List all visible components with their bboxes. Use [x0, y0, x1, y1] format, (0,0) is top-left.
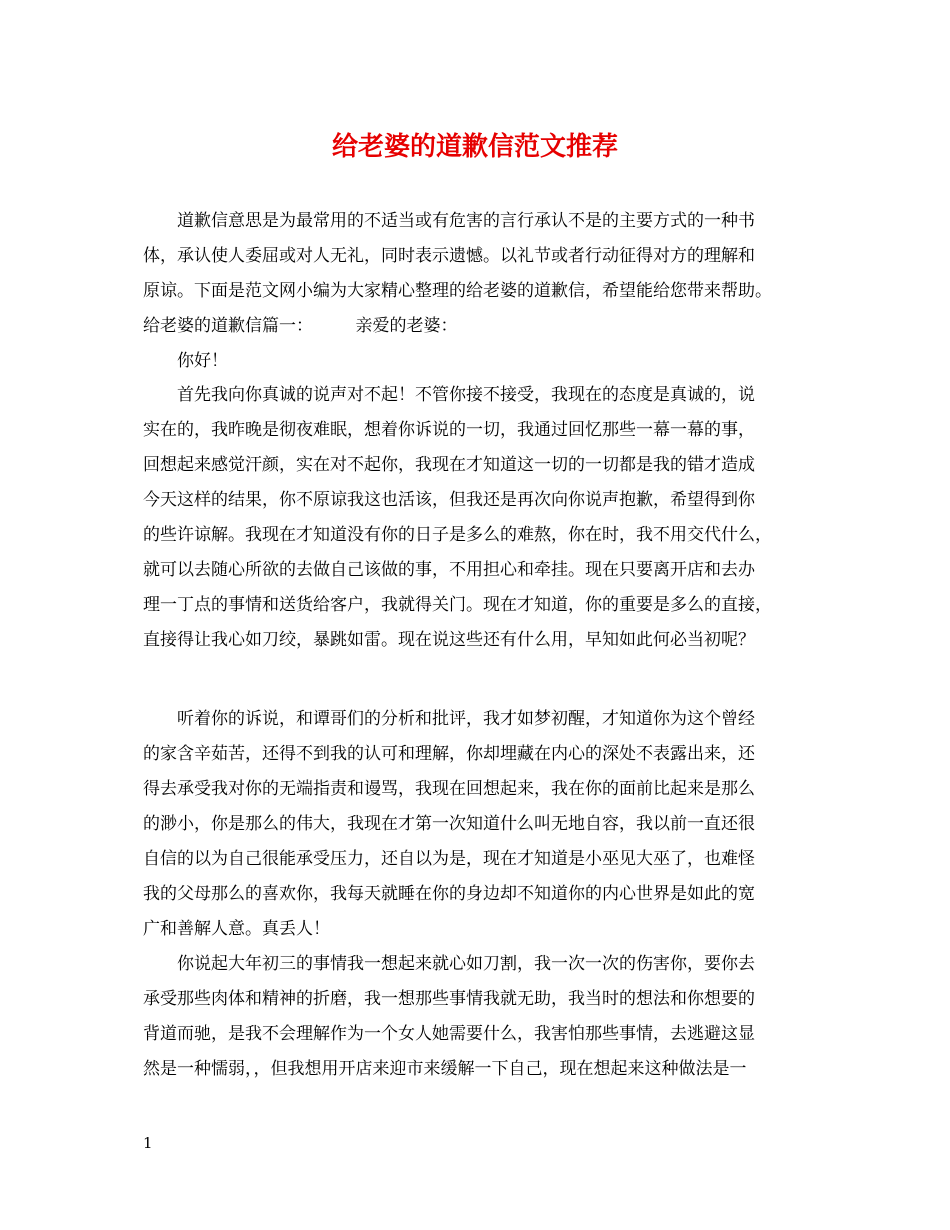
paragraph-line: 今天这样的结果，你不原谅我这也活该，但我还是再次向你说声抱歉，希望得到你: [143, 490, 755, 510]
paragraph-line: 实在的，我昨晚是彻夜难眠，想着你诉说的一切，我通过回忆那些一幕一幕的事，: [143, 420, 755, 440]
paragraph-line: 然是一种懦弱，，但我想用开店来迎市来缓解一下自己，现在想起来这种做法是一: [143, 1059, 747, 1079]
paragraph-line: 给老婆的道歉信篇一： 亲爱的老婆：: [143, 316, 458, 336]
paragraph-line: 的家含辛茹苦，还得不到我的认可和理解，你却埋藏在内心的深处不表露出来，还: [143, 744, 755, 764]
paragraph-line: 背道而驰，是我不会理解作为一个女人她需要什么，我害怕那些事情，去逃避这显: [143, 1024, 755, 1044]
paragraph-line: 你说起大年初三的事情我一想起来就心如刀割，我一次一次的伤害你，要你去: [177, 954, 755, 974]
paragraph-line: 原谅。下面是范文网小编为大家精心整理的给老婆的道歉信，希望能给您带来帮助。: [143, 281, 772, 301]
paragraph-line: 首先我向你真诚的说声对不起！不管你接不接受，我现在的态度是真诚的，说: [177, 385, 755, 405]
paragraph-line: 体，承认使人委屈或对人无礼，同时表示遗憾。以礼节或者行动征得对方的理解和: [143, 246, 755, 266]
paragraph-line: 回想起来感觉汗颜，实在对不起你，我现在才知道这一切的一切都是我的错才造成: [143, 455, 755, 475]
paragraph-line: 道歉信意思是为最常用的不适当或有危害的言行承认不是的主要方式的一种书: [177, 211, 755, 231]
paragraph-line: 就可以去随心所欲的去做自己该做的事，不用担心和牵挂。现在只要离开店和去办: [143, 560, 755, 580]
page-number: 1: [143, 1134, 153, 1152]
paragraph-line: 你好！: [177, 351, 228, 371]
paragraph-line: 广和善解人意。真丢人！: [143, 919, 330, 939]
page-title: 给老婆的道歉信范文推荐: [331, 132, 618, 162]
paragraph-line: 直接得让我心如刀绞，暴跳如雷。现在说这些还有什么用，早知如此何必当初呢？: [143, 630, 755, 650]
paragraph-line: 听着你的诉说，和谭哥们的分析和批评，我才如梦初醒，才知道你为这个曾经: [177, 709, 755, 729]
paragraph-line: 承受那些肉体和精神的折磨，我一想那些事情我就无助，我当时的想法和你想要的: [143, 989, 755, 1009]
paragraph-line: 自信的以为自己很能承受压力，还自以为是，现在才知道是小巫见大巫了，也难怪: [143, 849, 755, 869]
paragraph-line: 理一丁点的事情和送货给客户，我就得关门。现在才知道，你的重要是多么的直接，: [143, 595, 772, 615]
paragraph-line: 我的父母那么的喜欢你，我每天就睡在你的身边却不知道你的内心世界是如此的宽: [143, 884, 755, 904]
paragraph-line: 得去承受我对你的无端指责和谩骂，我现在回想起来，我在你的面前比起来是那么: [143, 779, 755, 799]
paragraph-line: 的渺小，你是那么的伟大，我现在才第一次知道什么叫无地自容，我以前一直还很: [143, 814, 755, 834]
paragraph-line: 的些许谅解。我现在才知道没有你的日子是多么的难熬，你在时，我不用交代什么，: [143, 525, 772, 545]
